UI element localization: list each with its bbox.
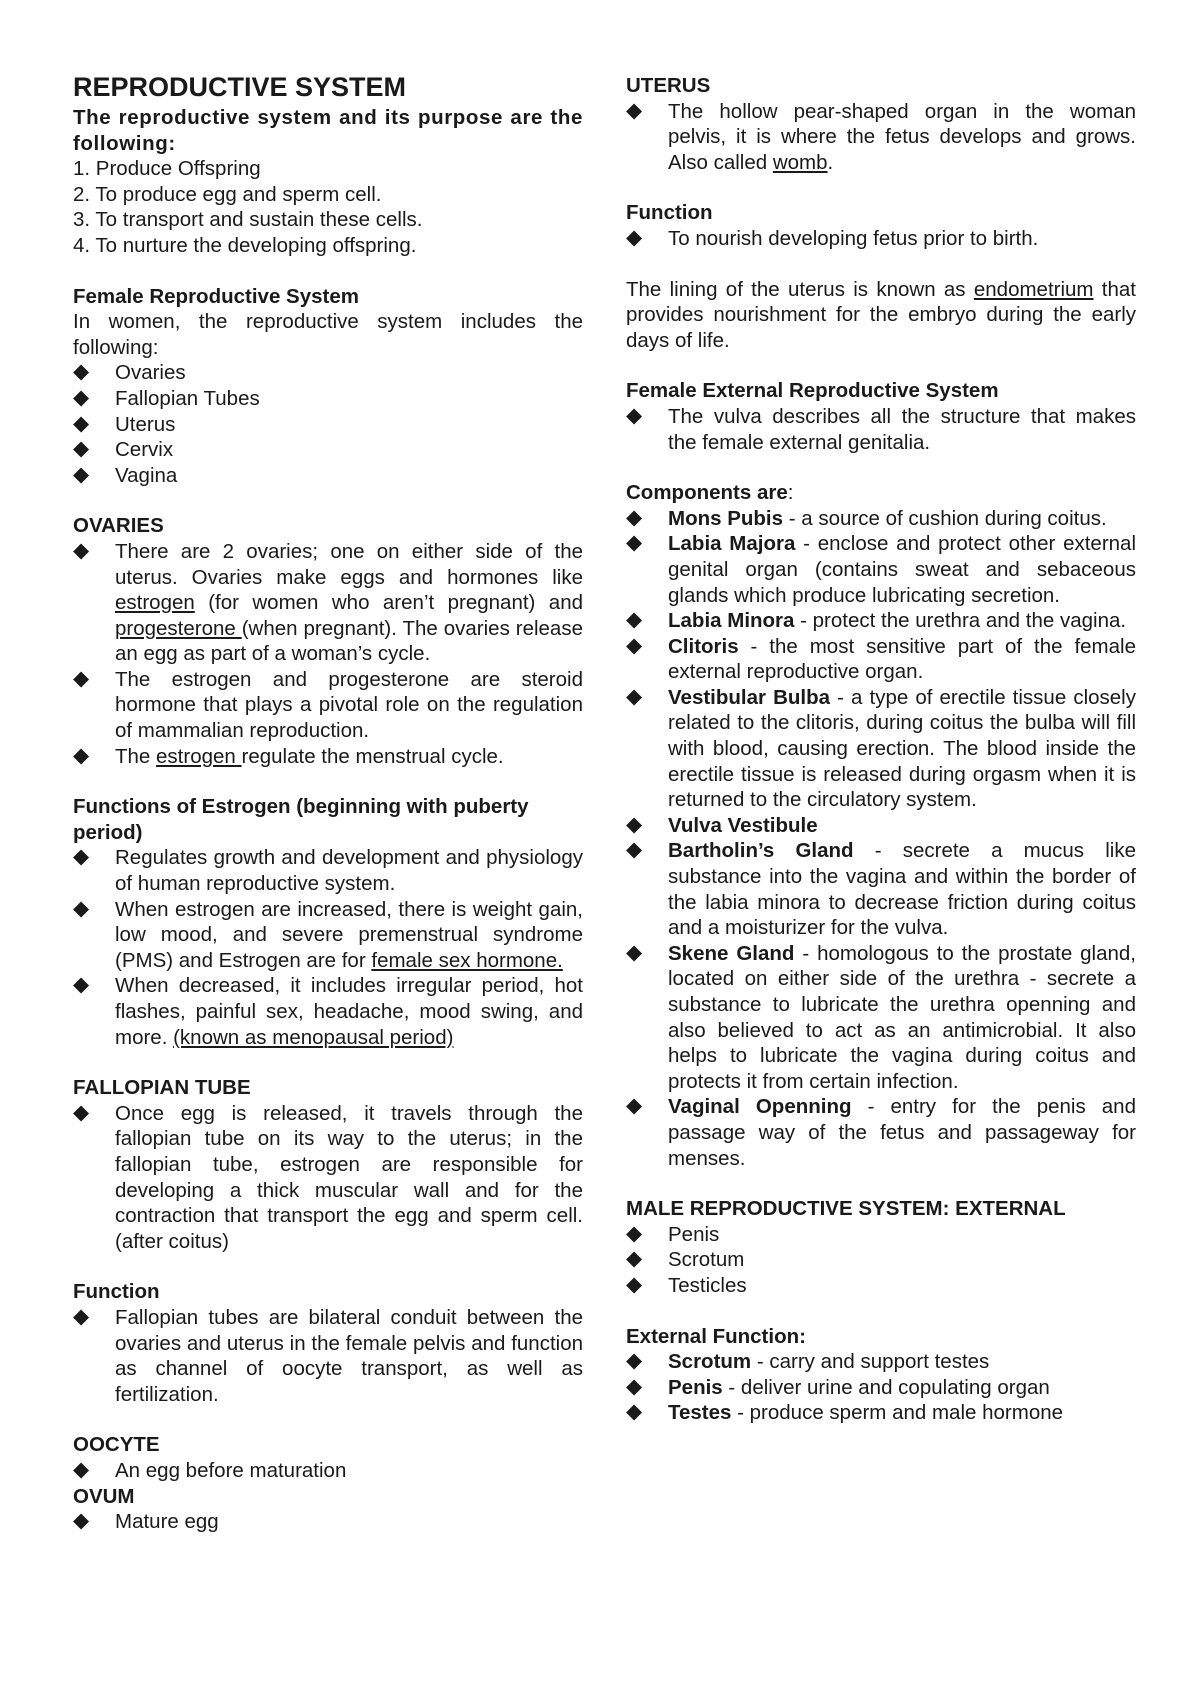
list-item: ◆ There are 2 ovaries; one on either side of the uterus. Ovaries make eggs and hormones like estrogen (for women who aren’t pregnant) and progesterone (when pregnant). The ovaries release an egg as part of a woman’s cycle. bbox=[73, 538, 583, 666]
section-heading-oocyte: OOCYTE bbox=[73, 1433, 160, 1457]
diamond-bullet-icon: ◆ bbox=[73, 1100, 90, 1124]
section-heading-male: MALE REPRODUCTIVE SYSTEM: EXTERNAL bbox=[626, 1197, 1066, 1221]
diamond-bullet-icon: ◆ bbox=[626, 608, 643, 632]
diamond-bullet-icon: ◆ bbox=[626, 1247, 643, 1271]
list-item: 4. To nurture the developing offspring. bbox=[73, 233, 417, 257]
section-heading-fallopian: FALLOPIAN TUBE bbox=[73, 1076, 251, 1100]
female-parts-list bbox=[73, 360, 583, 488]
intro-text: The reproductive system and its purpose are the following: bbox=[73, 106, 583, 155]
diamond-bullet-icon: ◆ bbox=[626, 812, 643, 836]
section-heading-estrogen: Functions of Estrogen (beginning with puberty period) bbox=[73, 795, 529, 844]
section-heading-male-function: External Function: bbox=[626, 1324, 806, 1348]
diamond-bullet-icon: ◆ bbox=[73, 462, 90, 486]
list-item: ◆ When estrogen are increased, there is weight gain, low mood, and severe premenstrual syndrome (PMS) and Estrogen are for female sex hormone. bbox=[73, 896, 583, 972]
diamond-bullet-icon: ◆ bbox=[73, 666, 90, 690]
diamond-bullet-icon: ◆ bbox=[73, 845, 90, 869]
list-item: ◆ Fallopian tubes are bilateral conduit between the ovaries and uterus in the female pelvis and function as channel of oocyte transport, as well as fertilization. bbox=[73, 1304, 583, 1406]
list-item: ◆ Clitoris - the most sensitive part of the female external reproductive organ. bbox=[626, 633, 1136, 684]
diamond-bullet-icon: ◆ bbox=[626, 403, 643, 427]
diamond-bullet-icon: ◆ bbox=[73, 743, 90, 767]
section-heading-uterus: UTERUS bbox=[626, 74, 711, 97]
diamond-bullet-icon: ◆ bbox=[73, 385, 90, 409]
diamond-bullet-icon: ◆ bbox=[626, 505, 643, 529]
purpose-list bbox=[73, 156, 583, 258]
list-item: ◆ Scrotum - carry and support testes bbox=[626, 1349, 990, 1374]
list-item: 1. Produce Offspring bbox=[73, 157, 261, 181]
list-item: ◆ Skene Gland - homologous to the prostate gland, located on either side of the urethra - secrete a substance to lubricate the urethra openning and also believed to act as an antimicrobial. It also helps to lubricate the vagina during coitus and protects it from certain infection. bbox=[626, 940, 1136, 1093]
list-item: ◆ To nourish developing fetus prior to birth. bbox=[626, 225, 1039, 250]
estrogen-list bbox=[73, 845, 583, 1050]
list-item: ◆ Penis - deliver urine and copulating organ bbox=[626, 1374, 1050, 1399]
list-item: ◆ Uterus bbox=[73, 411, 176, 436]
section-heading-ovum: OVUM bbox=[73, 1484, 135, 1508]
list-item: ◆ Mature egg bbox=[73, 1509, 219, 1534]
diamond-bullet-icon: ◆ bbox=[626, 633, 643, 657]
diamond-bullet-icon: ◆ bbox=[626, 940, 643, 964]
list-item: ◆ The vulva describes all the structure that makes the female external genitalia. bbox=[626, 403, 1136, 454]
list-item: ◆ An egg before maturation bbox=[73, 1457, 347, 1482]
diamond-bullet-icon: ◆ bbox=[73, 1304, 90, 1328]
list-item: ◆ Vulva Vestibule bbox=[626, 812, 818, 837]
list-item: ◆ Mons Pubis - a source of cushion during coitus. bbox=[626, 505, 1107, 530]
uterus-list bbox=[626, 99, 1136, 176]
document-title: REPRODUCTIVE SYSTEM bbox=[73, 72, 407, 102]
list-item: ◆ Vagina bbox=[73, 462, 178, 487]
section-heading-ovaries: OVARIES bbox=[73, 514, 164, 538]
list-item: ◆ Scrotum bbox=[626, 1247, 745, 1272]
list-item: ◆ Ovaries bbox=[73, 360, 186, 385]
diamond-bullet-icon: ◆ bbox=[626, 1374, 643, 1398]
list-item: ◆ The hollow pear-shaped organ in the woman pelvis, it is where the fetus develops and grows. Also called womb. bbox=[626, 98, 1136, 174]
male-parts-list bbox=[626, 1222, 1136, 1299]
diamond-bullet-icon: ◆ bbox=[626, 684, 643, 708]
diamond-bullet-icon: ◆ bbox=[626, 1400, 643, 1424]
diamond-bullet-icon: ◆ bbox=[626, 1094, 643, 1118]
left-column bbox=[73, 71, 583, 1535]
list-item: ◆ Labia Minora - protect the urethra and the vagina. bbox=[626, 608, 1127, 633]
diamond-bullet-icon: ◆ bbox=[73, 1509, 90, 1533]
external-list bbox=[626, 404, 1136, 455]
list-item: ◆ Bartholin’s Gland - secrete a mucus like substance into the vagina and within the border of the labia minora to decrease friction during coitus and a moisturizer for the vulva. bbox=[626, 838, 1136, 940]
lining-paragraph: The lining of the uterus is known as endometrium that provides nourishment for the embryo during the early days of life. bbox=[626, 277, 1136, 352]
list-item: ◆ Labia Majora - enclose and protect other external genital organ (contains sweat and sebaceous glands which produce lubricating secretion. bbox=[626, 531, 1136, 607]
list-item: ◆ Testes - produce sperm and male hormone bbox=[626, 1400, 1064, 1425]
list-item: ◆ Vaginal Openning - entry for the penis and passage way of the fetus and passageway for menses. bbox=[626, 1094, 1136, 1170]
section-heading-uterus-function: Function bbox=[626, 201, 713, 225]
diamond-bullet-icon: ◆ bbox=[73, 973, 90, 997]
list-item: ◆ The estrogen and progesterone are steroid hormone that plays a pivotal role on the regulation of mammalian reproduction. bbox=[73, 666, 583, 743]
diamond-bullet-icon: ◆ bbox=[626, 1272, 643, 1296]
diamond-bullet-icon: ◆ bbox=[626, 225, 643, 249]
list-item: 2. To produce egg and sperm cell. bbox=[73, 182, 382, 206]
fallopian-list bbox=[73, 1101, 583, 1255]
list-item: ◆ Regulates growth and development and physiology of human reproductive system. bbox=[73, 845, 583, 896]
male-function-list bbox=[626, 1349, 1136, 1426]
oocyte-list bbox=[73, 1458, 583, 1484]
list-item: ◆ Vestibular Bulba - a type of erectile tissue closely related to the clitoris, during coitus the bulba will fill with blood, causing erection. The blood inside the erectile tissue is released during orgasm when it is returned to the circulatory system. bbox=[626, 684, 1136, 812]
diamond-bullet-icon: ◆ bbox=[626, 838, 643, 862]
function-list bbox=[73, 1305, 583, 1407]
diamond-bullet-icon: ◆ bbox=[73, 896, 90, 920]
right-column bbox=[626, 71, 1136, 1426]
components-list bbox=[626, 506, 1136, 1171]
diamond-bullet-icon: ◆ bbox=[626, 1221, 643, 1245]
diamond-bullet-icon: ◆ bbox=[73, 411, 90, 435]
uterus-function-list bbox=[626, 226, 1136, 252]
ovaries-list bbox=[73, 539, 583, 769]
diamond-bullet-icon: ◆ bbox=[626, 1349, 643, 1373]
diamond-bullet-icon: ◆ bbox=[73, 360, 90, 384]
list-item: ◆ Once egg is released, it travels through the fallopian tube on its way to the uterus; in the fallopian tube, estrogen are responsible for developing a thick muscular wall and for the contraction that transport the egg and sperm cell. (after coitus) bbox=[73, 1100, 583, 1253]
diamond-bullet-icon: ◆ bbox=[73, 1457, 90, 1481]
list-item: ◆ Cervix bbox=[73, 437, 174, 462]
diamond-bullet-icon: ◆ bbox=[73, 538, 90, 562]
list-item: ◆ Fallopian Tubes bbox=[73, 385, 260, 410]
female-intro: In women, the reproductive system includes the following: bbox=[73, 310, 583, 359]
diamond-bullet-icon: ◆ bbox=[626, 531, 643, 555]
list-item: ◆ When decreased, it includes irregular period, hot flashes, painful sex, headache, mood swing, and more. (known as menopausal period) bbox=[73, 973, 583, 1049]
diamond-bullet-icon: ◆ bbox=[626, 98, 643, 122]
ovum-list bbox=[73, 1509, 583, 1535]
list-item: ◆ Testicles bbox=[626, 1272, 747, 1297]
list-item: ◆ Penis bbox=[626, 1221, 720, 1246]
diamond-bullet-icon: ◆ bbox=[73, 437, 90, 461]
list-item: 3. To transport and sustain these cells. bbox=[73, 208, 423, 232]
section-heading-components: Components are: bbox=[626, 481, 794, 505]
section-heading-external: Female External Reproductive System bbox=[626, 379, 999, 403]
section-heading-female: Female Reproductive System bbox=[73, 284, 359, 308]
section-heading-function: Function bbox=[73, 1280, 160, 1304]
list-item: ◆ The estrogen regulate the menstrual cycle. bbox=[73, 743, 504, 768]
